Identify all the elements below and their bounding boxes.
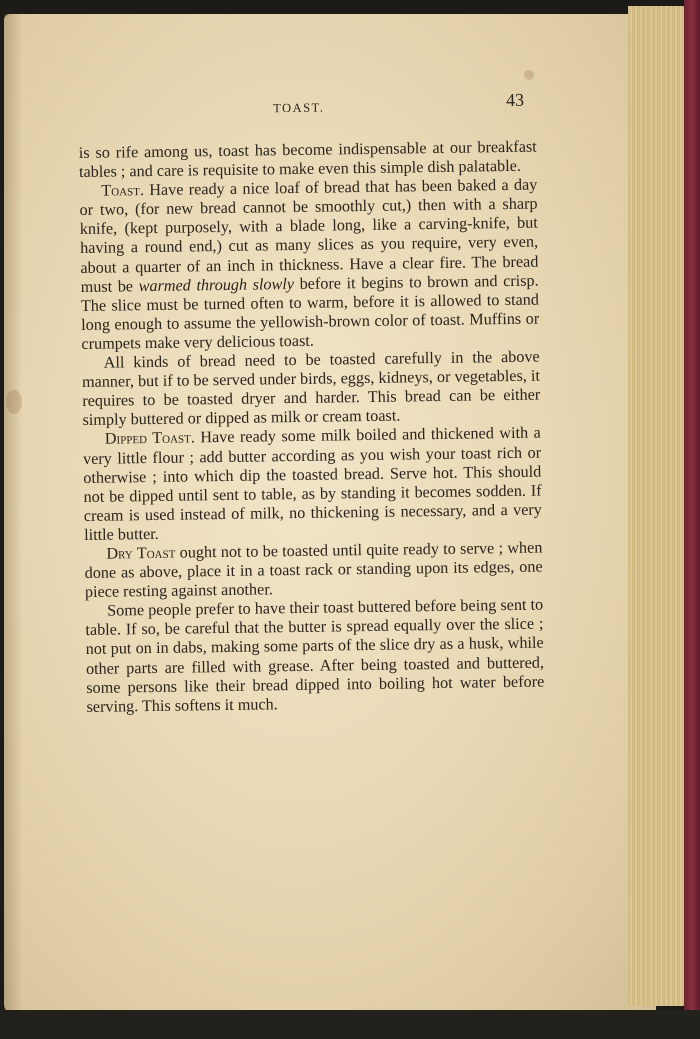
paragraph [79, 138, 537, 183]
foxing-stain [524, 70, 534, 80]
page-text [78, 90, 545, 717]
paragraph-text: is so rife among us, toast has become indispensable at our breakfast tables ; and care is requisite to make even this simple dish palatable. [78, 137, 537, 182]
paragraph-text: before it begins to brown and crisp. The slice must be turned often to warm, before it is allowed to stand long enough to assume the yellowish-brown color of toast. Muffins or crumpets make very delicious toast. [80, 271, 540, 353]
running-head [78, 90, 536, 122]
page-number: 43 [505, 89, 525, 111]
section-lead: Toast. [101, 181, 145, 200]
section-lead: Dipped Toast. [104, 428, 196, 449]
paragraph-text: ought not to be toasted until quite ready to serve ; when done as above, place it in a toast rack or standing upon its edges, one piece resting against another. [84, 538, 543, 602]
scan-background [0, 1010, 700, 1039]
paragraph [82, 348, 541, 431]
paragraph-text: All kinds of bread need to be toasted carefully in the above manner, but if to be served under birds, eggs, kidneys, or vegetables, it requires to be toasted dryer and harder. This bread can be either simply buttered or dipped as milk or cream toast. [81, 347, 541, 430]
italic-phrase: warmed through slowly [138, 274, 295, 295]
page-edges [628, 6, 688, 1006]
paragraph-text: Have ready some milk boiled and thickened with a very little flour ; add butter according as you wish your toast rich or otherwise ; into which dip the toasted bread. Serve hot. This should not be dipped until sent to table, as by standing it becomes sodden. If cream is used instead of milk, no thickening is necessary, and a very little butter. [82, 423, 542, 544]
paragraph [85, 596, 545, 717]
running-title: TOAST. [273, 100, 325, 116]
book-cover-edge [684, 0, 700, 1010]
gutter-shadow [4, 14, 22, 1014]
paragraph-dry-toast [84, 539, 543, 603]
paragraph-text: Have ready a nice loaf of bread that has been baked a day or two, (for new bread cannot be smoothly cut,) then with a sharp knife, (kept purposely, with a blade long, like a carving-knife, but having a round end,) cut as many slices as you require, very even, about a quarter of an inch in thickness. Have a clear fire. The bread must be [79, 175, 539, 296]
body-text [79, 138, 545, 717]
paragraph-text: Some people prefer to have their toast buttered before being sent to table. If so, be careful that the butter is spread equally over the slice ; not put on in dabs, making some parts of the slice dry as a husk, while other parts are filled with grease. After being toasted and buttered, some persons like their bread dipped into boiling hot water before serving. This softens it much. [85, 595, 545, 716]
foxing-stain [6, 390, 22, 414]
section-lead: Dry Toast [106, 543, 176, 563]
paragraph-toast [79, 176, 539, 354]
paragraph-dipped-toast [83, 424, 543, 545]
